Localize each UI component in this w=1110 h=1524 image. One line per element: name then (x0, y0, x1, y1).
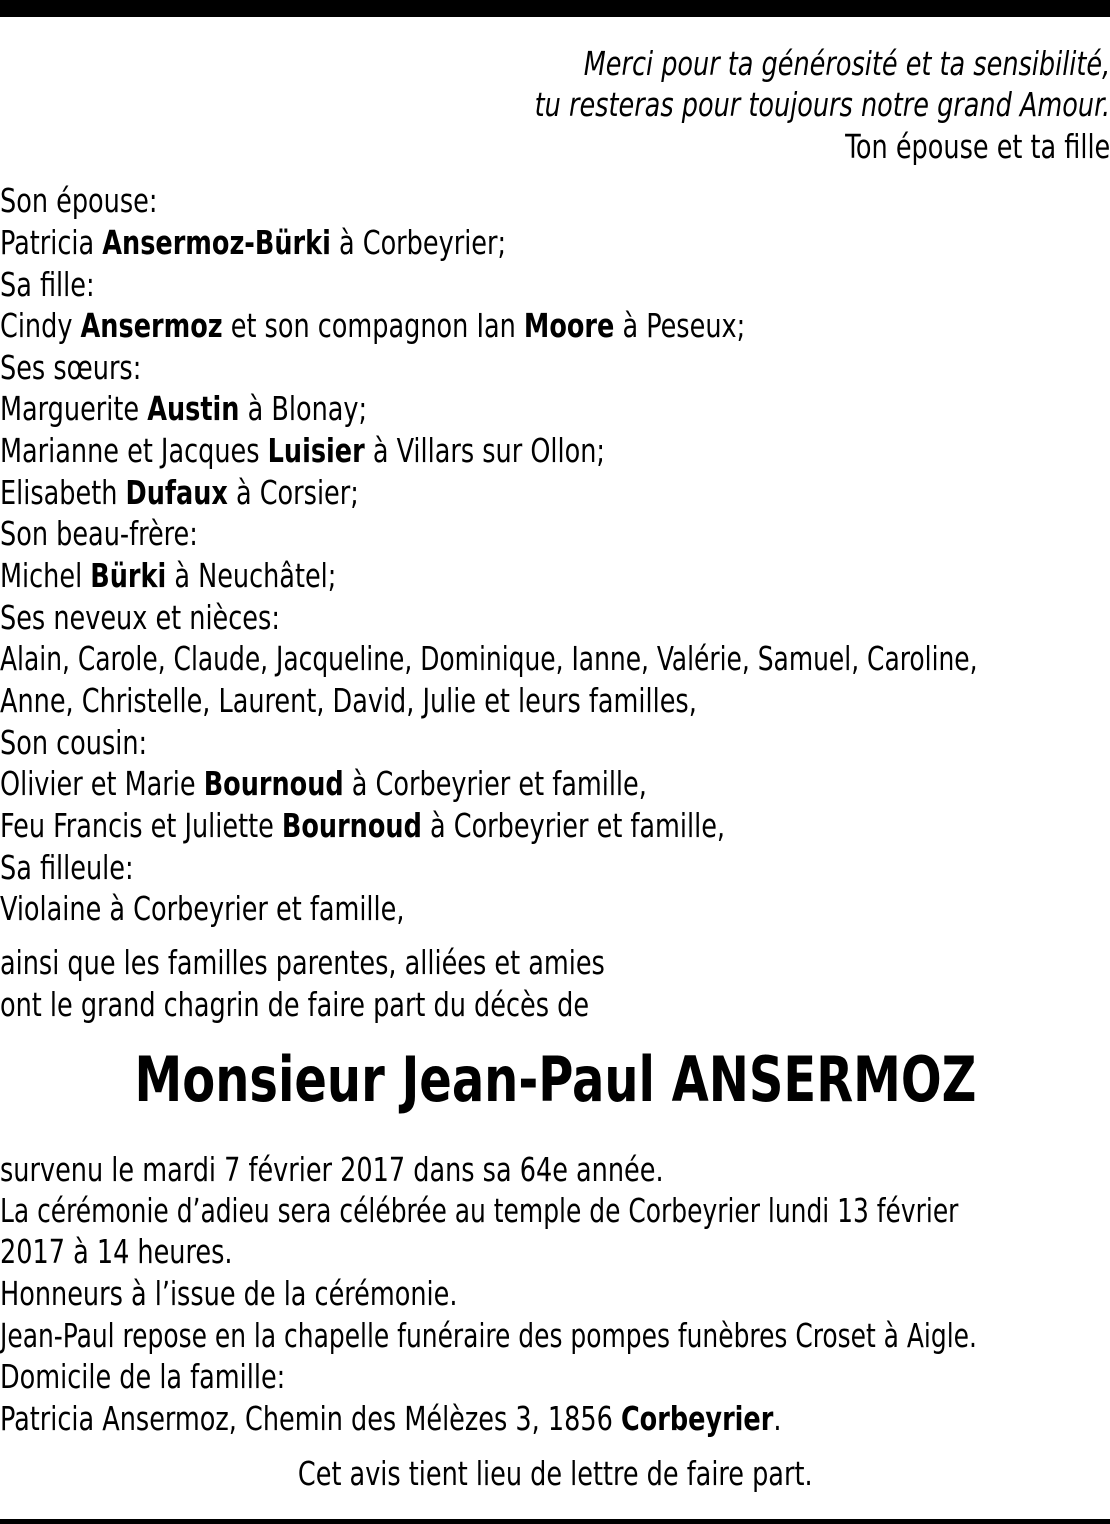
dedication-line-1: Merci pour ta générosité et ta sensibilité, (583, 44, 1110, 83)
sister-line-2: Marianne et Jacques Luisier à Villars sur Ollon; (0, 431, 606, 470)
sisters-heading: Ses sœurs: (0, 348, 142, 387)
dedication-signature: Ton épouse et ta fille (844, 127, 1110, 166)
cousin-line-1: Olivier et Marie Bournoud à Corbeyrier et famille, (0, 764, 647, 803)
daughter-heading: Sa fille: (0, 265, 95, 304)
bottom-rule (0, 1519, 1110, 1524)
details-line-5: Jean-Paul repose en la chapelle funéraire des pompes funèbres Croset à Aigle. (0, 1316, 977, 1355)
details-line-4: Honneurs à l’issue de la cérémonie. (0, 1274, 458, 1313)
dedication-line-2: tu resteras pour toujours notre grand Amour. (534, 85, 1110, 124)
cousin-line-2: Feu Francis et Juliette Bournoud à Corbeyrier et famille, (0, 806, 726, 845)
details-line-6: Domicile de la famille: (0, 1357, 286, 1396)
spouse-heading: Son épouse: (0, 181, 158, 220)
goddaughter-heading: Sa filleule: (0, 848, 134, 887)
nephews-heading: Ses neveux et nièces: (0, 598, 280, 637)
brother-in-law-line: Michel Bürki à Neuchâtel; (0, 556, 337, 595)
brother-in-law-heading: Son beau-frère: (0, 514, 198, 553)
top-rule (0, 0, 1110, 17)
details-line-1: survenu le mardi 7 février 2017 dans sa 64e année. (0, 1150, 664, 1189)
details-line-2: La cérémonie d’adieu sera célébrée au temple de Corbeyrier lundi 13 février (0, 1191, 959, 1230)
family-address: Patricia Ansermoz, Chemin des Mélèzes 3, 1856 Corbeyrier. (0, 1399, 782, 1438)
announcement-line-1: ainsi que les familles parentes, alliées et amies (0, 943, 605, 982)
nephews-line-2: Anne, Christelle, Laurent, David, Julie et leurs familles, (0, 681, 697, 720)
daughter-line: Cindy Ansermoz et son compagnon Ian Moore à Peseux; (0, 306, 746, 345)
announcement-line-2: ont le grand chagrin de faire part du décès de (0, 985, 590, 1024)
sister-line-3: Elisabeth Dufaux à Corsier; (0, 473, 359, 512)
goddaughter-line: Violaine à Corbeyrier et famille, (0, 889, 405, 928)
nephews-line-1: Alain, Carole, Claude, Jacqueline, Dominique, Ianne, Valérie, Samuel, Caroline, (0, 639, 978, 678)
deceased-name (0, 1043, 1110, 1117)
deceased-name-text: Monsieur Jean-Paul ANSERMOZ (134, 1043, 976, 1116)
cousin-heading: Son cousin: (0, 723, 148, 762)
footer-note (0, 1453, 1110, 1495)
footer-note-text: Cet avis tient lieu de lettre de faire part. (297, 1454, 813, 1493)
sister-line-1: Marguerite Austin à Blonay; (0, 389, 368, 428)
spouse-line: Patricia Ansermoz-Bürki à Corbeyrier; (0, 223, 507, 262)
details-line-3: 2017 à 14 heures. (0, 1232, 233, 1271)
